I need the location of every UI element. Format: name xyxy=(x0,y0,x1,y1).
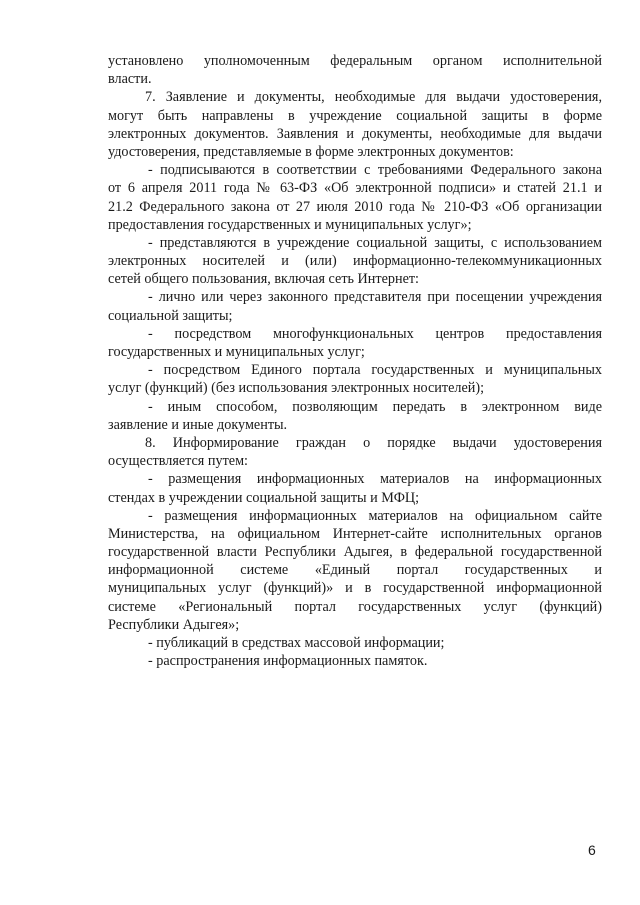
text-line: осуществляется путем: xyxy=(108,453,248,470)
text-line: социальной защиты; xyxy=(108,307,233,324)
text-line: государственной власти Республики Адыгея, в федеральной государственной xyxy=(108,544,602,561)
text-line: муниципальных услуг (функций)» и в государственной информационной xyxy=(108,580,602,597)
text-line: от 6 апреля 2011 года № 63-ФЗ «Об электронной подписи» и статей 21.1 и xyxy=(108,180,602,197)
text-line: 8. Информирование граждан о порядке выдачи удостоверения xyxy=(145,434,602,451)
text-line: - размещения информационных материалов на официальном сайте xyxy=(148,507,602,524)
text-line: - подписываются в соответствии с требованиями Федерального закона xyxy=(148,162,602,179)
text-line: государственных и муниципальных услуг; xyxy=(108,344,365,360)
text-line: услуг (функций) (без использования электронных носителей); xyxy=(108,380,485,397)
text-line: - иным способом, позволяющим передать в электронном виде xyxy=(148,398,602,415)
text-line: заявление и иные документы. xyxy=(108,416,288,433)
text-line: 7. Заявление и документы, необходимые для выдачи удостоверения, xyxy=(145,89,602,106)
text-line: сетей общего пользования, включая сеть Интернет: xyxy=(108,271,420,288)
text-line: - распространения информационных памяток. xyxy=(148,653,428,670)
text-line: Республики Адыгея»; xyxy=(108,616,240,633)
document-body xyxy=(108,52,602,670)
text-line: Министерства, на официальном Интернет-сайте исполнительных органов xyxy=(108,525,602,542)
text-line: - размещения информационных материалов на информационных xyxy=(148,471,602,488)
text-line: предоставления государственных и муниципальных услуг»; xyxy=(108,216,472,233)
text-line: электронных документов. Заявления и документы, необходимые для выдачи xyxy=(108,125,602,142)
text-line: электронных носителей и (или) информационно-телекоммуникационных xyxy=(108,253,602,270)
text-line: - лично или через законного представителя при посещении учреждения xyxy=(148,289,602,306)
text-line: - посредством Единого портала государственных и муниципальных xyxy=(148,362,602,379)
text-line: системе «Региональный портал государственных услуг (функций) xyxy=(108,598,602,615)
text-line: информационной системе «Единый портал государственных и xyxy=(108,562,602,579)
page-number: 6 xyxy=(588,842,596,858)
text-line: - посредством многофункциональных центров предоставления xyxy=(148,325,602,342)
text-line: стендах в учреждении социальной защиты и МФЦ; xyxy=(108,489,420,506)
text-line: - представляются в учреждение социальной защиты, с использованием xyxy=(148,234,602,251)
text-line: установлено уполномоченным федеральным органом исполнительной xyxy=(108,53,602,69)
text-line: удостоверения, представляемые в форме электронных документов: xyxy=(108,143,514,160)
text-line: власти. xyxy=(108,71,152,88)
text-line: могут быть направлены в учреждение социальной защиты в форме xyxy=(108,107,602,124)
document-page xyxy=(108,52,602,670)
text-line: - публикаций в средствах массовой информации; xyxy=(148,635,445,651)
text-line: 21.2 Федерального закона от 27 июля 2010 года № 210-ФЗ «Об организации xyxy=(108,198,602,215)
